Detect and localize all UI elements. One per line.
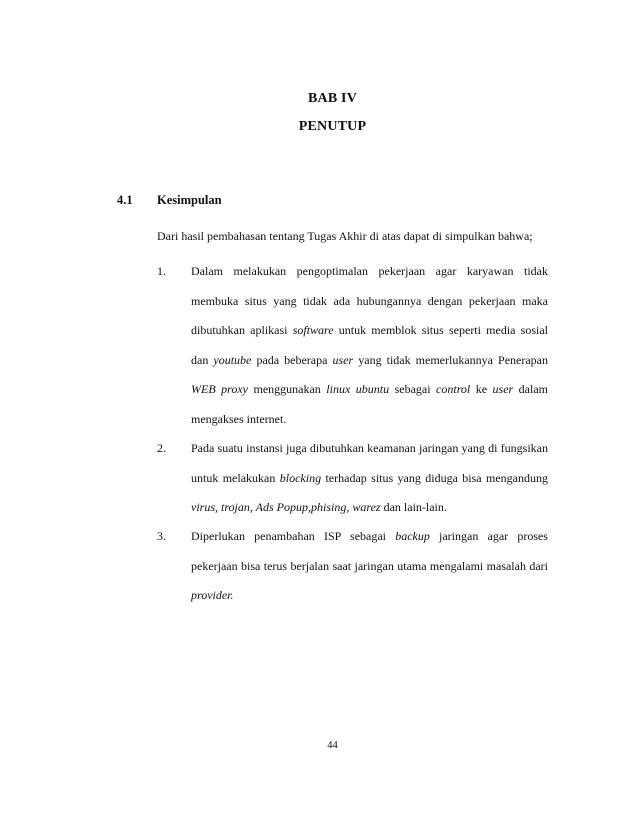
intro-paragraph: Dari hasil pembahasan tentang Tugas Akhir di atas dapat di simpulkan bahwa;: [157, 229, 533, 243]
chapter-number: BAB IV: [307, 91, 358, 106]
section-title: Kesimpulan: [157, 193, 222, 207]
italic-term: virus, trojan, Ads Popup,phising, warez: [191, 500, 381, 514]
section-number: 4.1: [117, 193, 133, 207]
chapter-title: PENUTUP: [298, 119, 367, 134]
text-run: Diperlukan penambahan ISP sebagai: [191, 529, 396, 543]
italic-term: control: [436, 382, 471, 396]
italic-term: user: [492, 382, 514, 396]
list-item-text: [191, 522, 548, 611]
italic-term: backup: [395, 529, 430, 543]
text-run: Dalam melakukan pengoptimalan pekerjaan agar karyawan tidak membuka situs yang tidak ada hubungannya dengan pekerjaan maka dibutuhkan aplikasi: [191, 264, 548, 337]
italic-term: user: [332, 352, 354, 367]
italic-term: blocking: [279, 470, 322, 485]
list-item-text: [191, 257, 548, 434]
text-run: terhadap situs yang diduga bisa mengandung: [321, 470, 548, 485]
list-item-text: [191, 434, 548, 523]
text-run: ke: [470, 382, 493, 396]
italic-term: provider.: [191, 588, 234, 602]
text-run: menggunakan: [248, 382, 327, 396]
text-run: yang tidak memerlukannya Penerapan: [353, 352, 549, 367]
italic-term: WEB proxy: [191, 382, 249, 396]
italic-term: youtube: [213, 352, 252, 367]
italic-term: linux ubuntu: [326, 382, 390, 396]
text-run: Pada suatu instansi juga dibutuhkan keamanan jaringan yang di fungsikan untuk melakukan: [191, 441, 548, 485]
list-item-number: 1.: [157, 264, 166, 278]
text-run: pada beberapa: [251, 352, 333, 367]
text-run: jaringan agar proses pekerjaan bisa terus berjalan saat jaringan utama mengalami masalah dari: [191, 529, 548, 573]
text-run: dan lain-lain.: [380, 500, 447, 514]
list-item-number: 2.: [157, 441, 166, 455]
text-run: sebagai: [389, 382, 437, 396]
list-item-number: 3.: [157, 529, 166, 543]
italic-term: software: [292, 323, 334, 337]
page-number: 44: [327, 740, 338, 751]
text-run: dalam mengakses internet.: [191, 382, 548, 426]
text-run: untuk memblok situs seperti media sosial dan: [191, 323, 548, 367]
